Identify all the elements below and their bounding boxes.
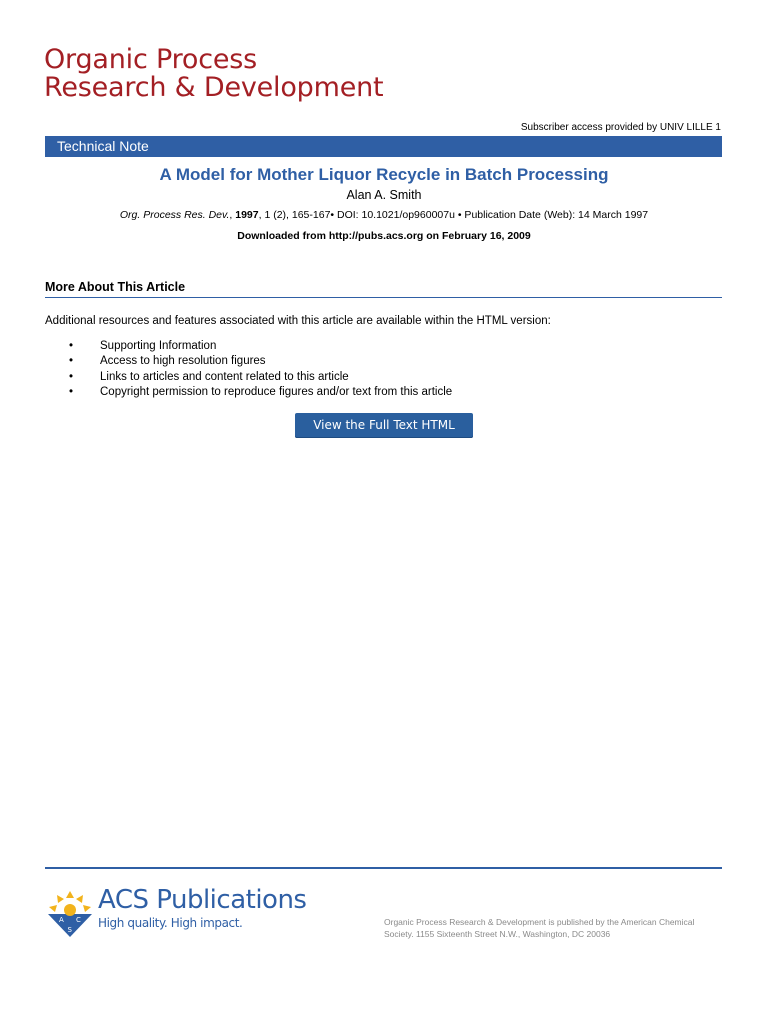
list-item-label: Copyright permission to reproduce figures and/or text from this article [100,385,453,398]
logo-letter-c: C [76,916,81,924]
journal-title [44,46,383,102]
footer-divider [45,867,722,869]
list-item-label: Links to articles and content related to this article [100,370,349,383]
bullet: • [69,340,74,352]
article-title: A Model for Mother Liquor Recycle in Batch Processing [159,165,609,184]
logo-letter-a: A [59,916,64,924]
list-item-label: Access to high resolution figures [100,355,266,368]
logo-letter-s: S [67,926,72,934]
heading-divider [45,297,722,298]
journal-title-line2: Research & Development [44,72,384,103]
list-item[interactable] [45,354,452,369]
acs-publications-logo[interactable] [45,885,307,940]
citation-separator: , [229,209,236,221]
citation-details: , 1 (2), 165-167• DOI: 10.1021/op960007u • Publication Date (Web): 14 March 1997 [258,209,649,221]
article-citation [0,209,768,221]
resource-list [45,339,452,400]
section-label: Technical Note [57,138,149,154]
resources-intro: Additional resources and features associated with this article are available within the HTML version: [45,315,551,327]
publisher-note: Organic Process Research & Development is published by the American Chemical Society. 1155 Sixteenth Street N.W., Washington, DC 20036 [384,917,695,939]
list-item[interactable] [45,339,452,354]
bullet: • [69,385,74,398]
list-item[interactable] [45,385,452,400]
citation-year: 1997 [235,209,259,221]
view-full-text-button[interactable]: View the Full Text HTML [295,413,473,438]
acs-logo-tagline: High quality. High impact. [98,916,243,930]
acs-triangle-icon [45,889,95,939]
citation-journal: Org. Process Res. Dev. [119,209,230,221]
bullet: • [69,370,74,383]
list-item-label: Supporting Information [100,340,217,352]
section-bar [45,136,722,157]
subscriber-access-note: Subscriber access provided by UNIV LILLE 1 [520,122,721,133]
article-author: Alan A. Smith [346,188,422,202]
journal-title-line1: Organic Process [44,44,258,75]
more-about-heading: More About This Article [45,280,186,294]
acs-logo-name: ACS Publications [98,885,307,915]
download-note: Downloaded from http://pubs.acs.org on February 16, 2009 [237,230,531,242]
list-item[interactable] [45,370,452,385]
bullet: • [69,355,74,368]
